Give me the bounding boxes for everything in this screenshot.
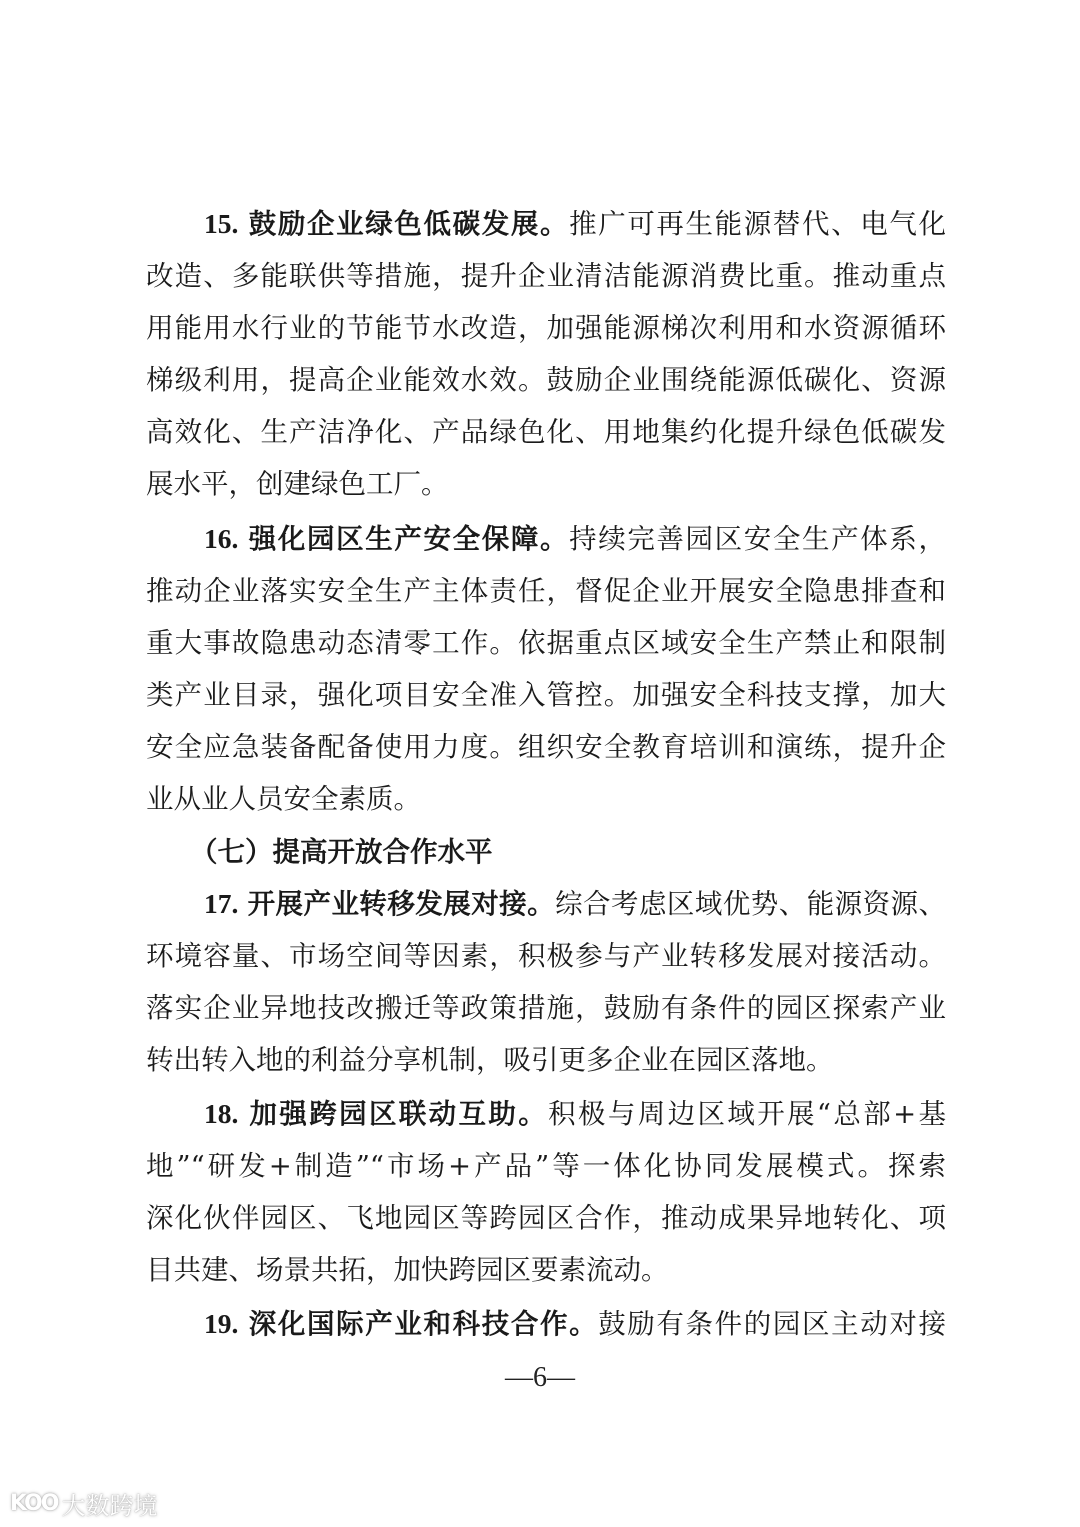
paragraph-line: 展水平，创建绿色工厂。: [146, 468, 449, 500]
paragraph-15-line-1: [146, 198, 946, 250]
paragraph-line: 安全应急装备配备使用力度。组织安全教育培训和演练，提升企: [146, 731, 946, 763]
paragraph-line: 业从业人员安全素质。: [146, 783, 421, 815]
paragraph-line: 目共建、场景共拓，加快跨园区要素流动。: [146, 1254, 669, 1286]
paragraph-line: 转出转入地的利益分享机制，吸引更多企业在园区落地。: [146, 1044, 834, 1076]
paragraph-line: 地”“研发+制造”“市场+产品”等一体化协同发展模式。探索: [146, 1150, 946, 1182]
item-title: 开展产业转移发展对接。: [247, 888, 556, 920]
watermark-logo-icon: KOO: [10, 1491, 58, 1516]
paragraph-19-line-1: [146, 1298, 946, 1350]
watermark: [10, 1486, 157, 1521]
section-heading: （七）提高开放合作水平: [190, 836, 493, 868]
item-number: 19.: [204, 1308, 239, 1339]
paragraph-line: 梯级利用，提高企业能效水效。鼓励企业围绕能源低碳化、资源: [146, 364, 946, 396]
paragraph-text: 持续完善园区安全生产体系，: [569, 523, 947, 555]
paragraph-line: 类产业目录，强化项目安全准入管控。加强安全科技支撑，加大: [146, 679, 946, 711]
paragraph-line: 用能用水行业的节能节水改造，加强能源梯次利用和水资源循环: [146, 312, 946, 344]
paragraph-16-line-1: [146, 513, 946, 565]
paragraph-line: 改造、多能联供等措施，提升企业清洁能源消费比重。推动重点: [146, 260, 946, 292]
item-title: 深化国际产业和科技合作。: [248, 1308, 599, 1340]
paragraph-17-line-1: [146, 878, 946, 930]
paragraph-line: 重大事故隐患动态清零工作。依据重点区域安全生产禁止和限制: [146, 627, 946, 659]
item-title: 强化园区生产安全保障。: [248, 523, 570, 555]
paragraph-line: 环境容量、市场空间等因素，积极参与产业转移发展对接活动。: [146, 940, 946, 972]
item-title: 鼓励企业绿色低碳发展。: [248, 208, 570, 240]
paragraph-text: 积极与周边区域开展“总部+基: [548, 1098, 946, 1130]
paragraph-line: 深化伙伴园区、飞地园区等跨园区合作，推动成果异地转化、项: [146, 1202, 946, 1234]
item-number: 15.: [204, 208, 239, 239]
page-number: —6—: [505, 1362, 575, 1393]
paragraph-text: 综合考虑区域优势、能源资源、: [555, 888, 947, 920]
item-number: 17.: [204, 888, 239, 919]
item-number: 18.: [204, 1098, 239, 1129]
paragraph-line: 高效化、生产洁净化、产品绿色化、用地集约化提升绿色低碳发: [146, 416, 946, 448]
paragraph-line: 推动企业落实安全生产主体责任，督促企业开展安全隐患排查和: [146, 575, 946, 607]
paragraph-18-line-1: [146, 1088, 946, 1140]
watermark-text: 大数跨境: [61, 1492, 158, 1520]
paragraph-text: 鼓励有条件的园区主动对接: [598, 1308, 947, 1340]
paragraph-line: 落实企业异地技改搬迁等政策措施，鼓励有条件的园区探索产业: [146, 992, 946, 1024]
paragraph-text: 推广可再生能源替代、电气化: [569, 208, 947, 240]
item-title: 加强跨园区联动互助。: [249, 1098, 549, 1130]
item-number: 16.: [204, 523, 239, 554]
